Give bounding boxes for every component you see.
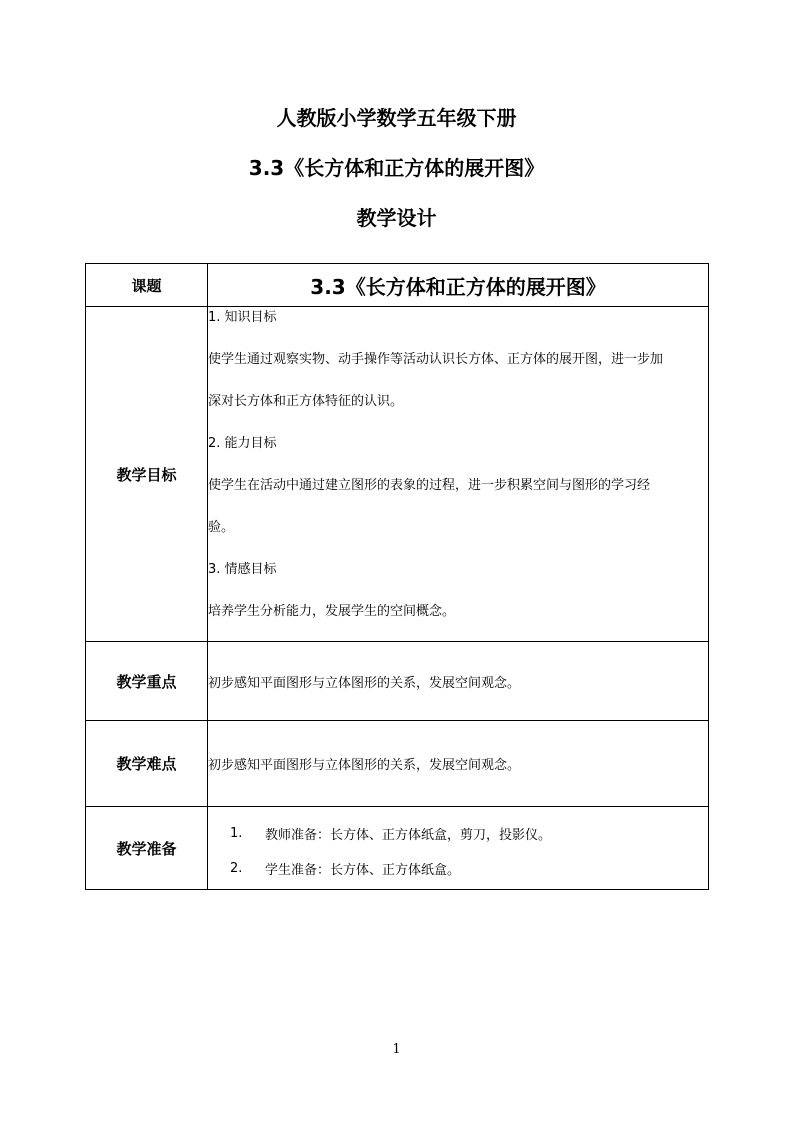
knowledge-text-2: 深对长方体和正方体特征的认识。 bbox=[208, 394, 404, 409]
objectives-label: 教学目标 bbox=[86, 307, 208, 642]
emotion-title: 3. 情感目标 bbox=[208, 562, 277, 577]
row-topic bbox=[86, 264, 709, 307]
row-preparation bbox=[86, 807, 709, 890]
preparation-list bbox=[208, 807, 709, 890]
objectives-content bbox=[208, 307, 709, 642]
difficulties-text: 初步感知平面图形与立体图形的关系，发展空间观念。 bbox=[208, 721, 709, 807]
title-textbook: 人教版小学数学五年级下册 bbox=[276, 106, 517, 130]
key-points-label: 教学重点 bbox=[86, 642, 208, 721]
topic-label: 课题 bbox=[86, 264, 208, 307]
list-item-text: 学生准备：长方体、正方体纸盒。 bbox=[265, 863, 461, 878]
document-title bbox=[0, 100, 793, 250]
emotion-text: 培养学生分析能力，发展学生的空间概念。 bbox=[208, 604, 456, 619]
ability-title: 2. 能力目标 bbox=[208, 436, 277, 451]
knowledge-title: 1. 知识目标 bbox=[208, 310, 277, 325]
list-item bbox=[208, 813, 708, 854]
difficulties-label: 教学难点 bbox=[86, 721, 208, 807]
preparation-label: 教学准备 bbox=[86, 807, 208, 890]
title-doc-type: 教学设计 bbox=[356, 206, 437, 230]
list-item-text: 教师准备：长方体、正方体纸盒，剪刀，投影仪。 bbox=[265, 827, 552, 843]
list-item bbox=[208, 854, 708, 884]
knowledge-text-1: 使学生通过观察实物、动手操作等活动认识长方体、正方体的展开图，进一步加 bbox=[208, 352, 664, 367]
key-points-text: 初步感知平面图形与立体图形的关系，发展空间观念。 bbox=[208, 642, 709, 721]
ability-text-1: 使学生在活动中通过建立图形的表象的过程，进一步积累空间与图形的学习经 bbox=[208, 478, 651, 493]
row-key-points bbox=[86, 642, 709, 721]
lesson-plan-table bbox=[85, 263, 709, 890]
row-objectives bbox=[86, 307, 709, 642]
page-number: 1 bbox=[392, 1042, 401, 1057]
ability-text-2: 验。 bbox=[208, 520, 235, 535]
row-difficulties bbox=[86, 721, 709, 807]
title-lesson: 3.3《长方体和正方体的展开图》 bbox=[248, 156, 545, 180]
list-item-number: 1. bbox=[230, 825, 243, 841]
list-item-number: 2. bbox=[230, 861, 243, 876]
topic-value: 3.3《长方体和正方体的展开图》 bbox=[208, 264, 709, 307]
